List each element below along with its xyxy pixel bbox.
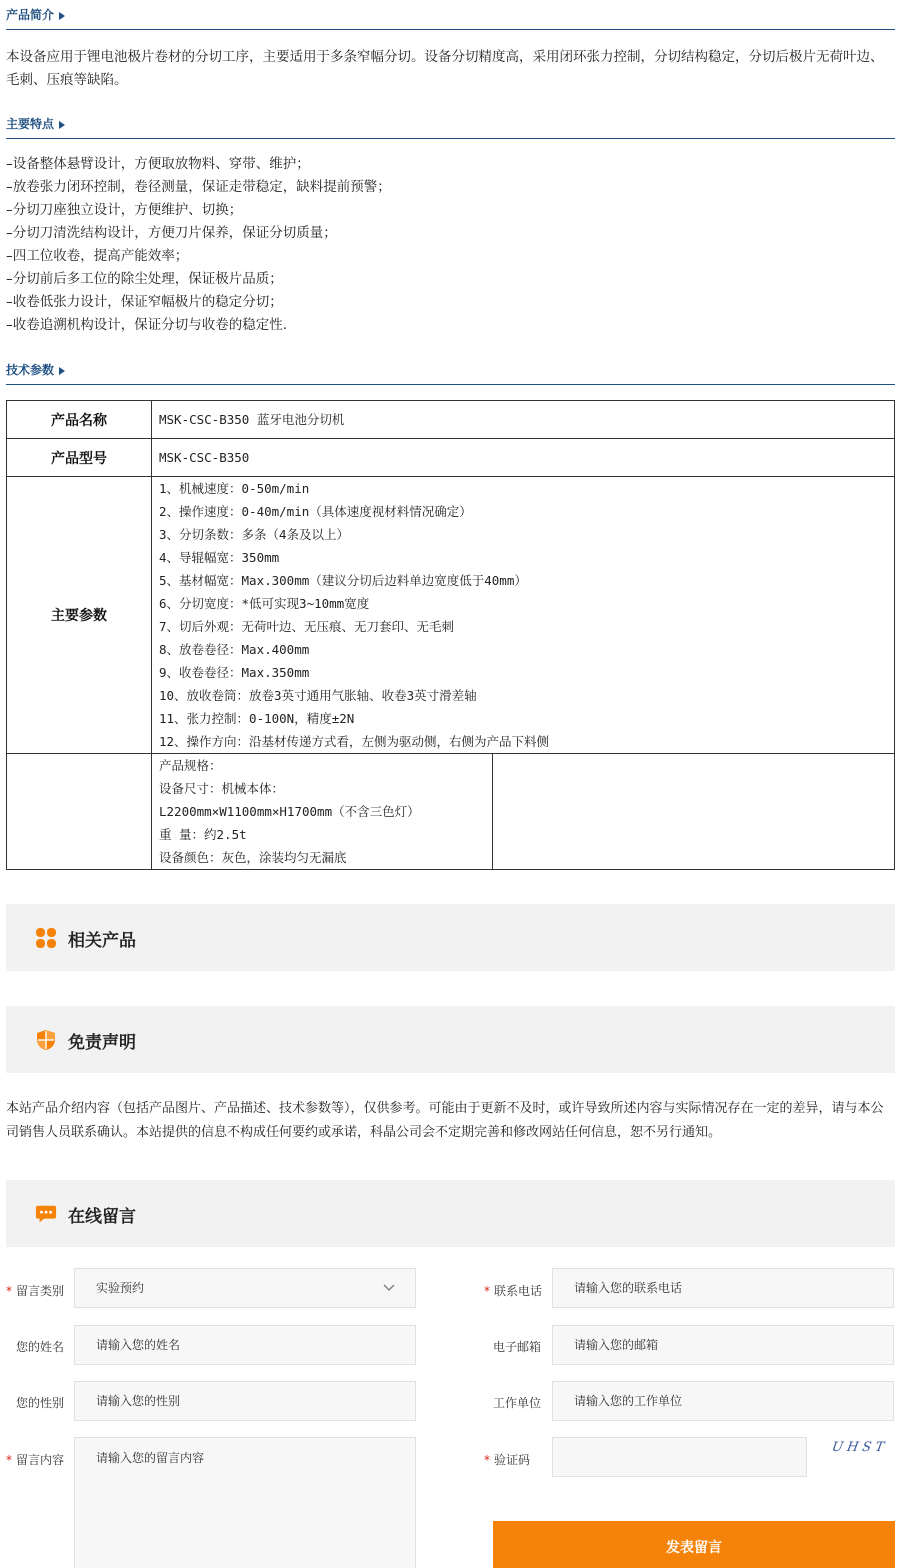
related-products-header (6, 904, 895, 971)
feature-item: –收卷低张力设计，保证窄幅极片的稳定分切； (6, 294, 283, 310)
param-line: 10、放收卷筒：放卷3英寸通用气胀轴、收卷3英寸滑差轴 (159, 688, 477, 703)
content-label: * 留言内容 (6, 1453, 65, 1467)
spec-value: MSK-CSC-B350 (152, 439, 895, 477)
features-list (6, 153, 895, 337)
shield-icon (35, 1029, 57, 1051)
features-section-header (6, 109, 895, 139)
disclaimer-title: 免责声明 (68, 1033, 136, 1053)
feature-item: –分切刀清洗结构设计，方便刀片保养，保证分切质量； (6, 225, 337, 241)
category-select[interactable]: 实验预约 (74, 1268, 416, 1308)
disclaimer-header (6, 1006, 895, 1073)
spec-empty-cell (493, 754, 895, 870)
feature-item: –分切刀座独立设计，方便维护、切换； (6, 202, 243, 218)
gender-label: 您的性别 (16, 1396, 65, 1410)
feature-item: –放卷张力闭环控制，卷径测量，保证走带稳定，缺料提前预警； (6, 179, 391, 195)
spec-label-empty (7, 754, 152, 870)
param-line: 5、基材幅宽：Max.300mm（建议分切后边料单边宽度低于40mm） (159, 573, 527, 588)
spec-table (6, 400, 895, 870)
specs-section-header (6, 355, 895, 385)
param-line: 9、收卷卷径：Max.350mm (159, 665, 310, 680)
param-line: 3、分切条数：多条（4条及以上） (159, 527, 350, 542)
param-line: 12、操作方向：沿基材传递方式看，左侧为驱动侧，右侧为产品下料侧 (159, 734, 550, 749)
triangle-right-icon (59, 367, 65, 375)
related-products-title: 相关产品 (68, 931, 136, 951)
param-line: 7、切后外观：无荷叶边、无压痕、无刀套印、无毛刺 (159, 619, 455, 634)
email-input[interactable]: 请输入您的邮箱 (552, 1325, 894, 1365)
extra-line: 设备颜色：灰色，涂装均匀无漏底 (159, 850, 347, 865)
captcha-label: * 验证码 (484, 1453, 531, 1467)
spec-params (152, 477, 895, 754)
chevron-down-icon (383, 1284, 395, 1292)
feature-item: –分切前后多工位的除尘处理，保证极片品质； (6, 271, 283, 287)
captcha-input[interactable] (552, 1437, 807, 1477)
phone-input[interactable]: 请输入您的联系电话 (552, 1268, 894, 1308)
spec-extra (152, 754, 493, 870)
chat-bubble-icon (35, 1203, 57, 1225)
spec-value: MSK-CSC-B350 蓝牙电池分切机 (152, 401, 895, 439)
param-line: 4、导辊幅宽：350mm (159, 550, 280, 565)
phone-label: * 联系电话 (484, 1284, 543, 1298)
feature-item: –收卷追溯机构设计，保证分切与收卷的稳定性. (6, 317, 288, 333)
message-title: 在线留言 (68, 1207, 136, 1227)
specs-title: 技术参数 (6, 361, 65, 378)
content-textarea[interactable]: 请输入您的留言内容 (74, 1437, 416, 1568)
table-row (7, 754, 895, 870)
category-label: * 留言类别 (6, 1284, 65, 1298)
grid-flower-icon (35, 927, 57, 949)
intro-title: 产品简介 (6, 6, 65, 23)
table-row (7, 439, 895, 477)
triangle-right-icon (59, 12, 65, 20)
extra-line: 设备尺寸：机械本体： (159, 781, 285, 796)
company-label: 工作单位 (493, 1396, 542, 1410)
triangle-right-icon (59, 121, 65, 129)
spec-label: 产品型号 (7, 439, 152, 477)
company-input[interactable]: 请输入您的工作单位 (552, 1381, 894, 1421)
gender-input[interactable]: 请输入您的性别 (74, 1381, 416, 1421)
feature-item: –设备整体悬臂设计，方便取放物料、穿带、维护； (6, 156, 310, 172)
name-input[interactable]: 请输入您的姓名 (74, 1325, 416, 1365)
disclaimer-text: 本站产品介绍内容（包括产品图片、产品描述、技术参数等），仅供参考。可能由于更新不及时，或许导致所述内容与实际情况存在一定的差异，请与本公司销售人员联系确认。本站提供的信息不构成任何要约或承诺，科晶公司会不定期完善和修改网站任何信息，恕不另行通知。 (6, 1101, 884, 1140)
param-line: 8、放卷卷径：Max.400mm (159, 642, 310, 657)
extra-line: 重 量：约2.5t (159, 827, 247, 842)
extra-line: 产品规格： (159, 758, 222, 773)
table-row (7, 401, 895, 439)
email-label: 电子邮箱 (493, 1340, 542, 1354)
intro-section-header (6, 0, 895, 30)
required-mark: * (6, 1284, 12, 1298)
spec-label: 主要参数 (7, 477, 152, 754)
param-line: 11、张力控制：0-100N，精度±2N (159, 711, 355, 726)
intro-text: 本设备应用于锂电池极片卷材的分切工序，主要适用于多条窄幅分切。设备分切精度高，采用闭环张力控制，分切结构稳定，分切后极片无荷叶边、毛刺、压痕等缺陷。 (6, 49, 884, 88)
table-row (7, 477, 895, 754)
extra-line: L2200mm×W1100mm×H1700mm（不含三色灯） (159, 804, 420, 819)
features-title: 主要特点 (6, 115, 65, 132)
param-line: 1、机械速度：0-50m/min (159, 481, 310, 496)
param-line: 2、操作速度：0-40m/min（具体速度视材料情况确定） (159, 504, 472, 519)
captcha-image[interactable]: UHST (830, 1440, 890, 1455)
param-line: 6、分切宽度：*低可实现3~10mm宽度 (159, 596, 370, 611)
feature-item: –四工位收卷，提高产能效率； (6, 248, 189, 264)
required-mark: * (6, 1453, 12, 1467)
name-label: 您的姓名 (16, 1340, 65, 1354)
required-mark: * (484, 1453, 490, 1467)
required-mark: * (484, 1284, 490, 1298)
spec-label: 产品名称 (7, 401, 152, 439)
message-header (6, 1180, 895, 1247)
submit-button[interactable]: 发表留言 (493, 1521, 895, 1568)
